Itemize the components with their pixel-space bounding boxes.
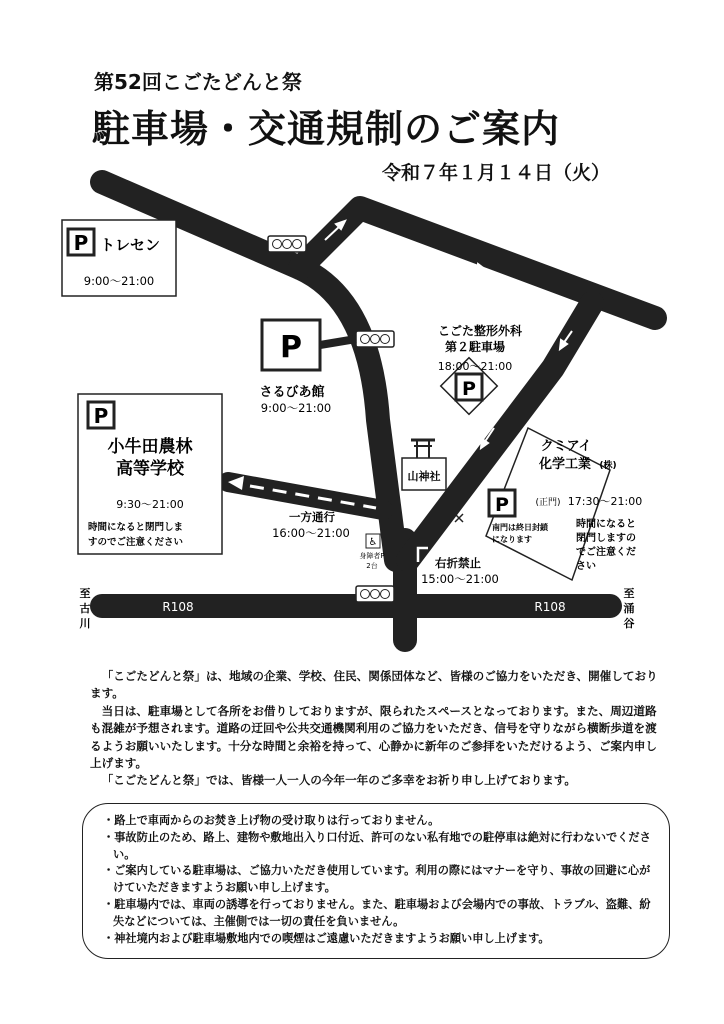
kumiai-company-1: クミアイ <box>540 439 592 454</box>
parking-sarubia-name: さるびあ館 <box>259 385 325 400</box>
kumiai-note-3: でご注意くだ <box>576 547 636 558</box>
no-right-turn-label: 右折禁止 <box>435 556 481 570</box>
page-title: 駐車場・交通規制のご案内 <box>92 107 561 151</box>
parking-sarubia-mark: P <box>280 330 302 365</box>
intro-paragraph: 「こごたどんと祭」では、皆様一人一人の今年一年のご多幸をお祈り申し上げております。 <box>101 773 577 788</box>
note-item: ・ 神社境内および駐車場敷地内での喫煙はご遠慮いただきますようお願い申し上げます。 <box>97 931 655 948</box>
note-item: ・ 事故防止のため、路上、建物や敷地出入り口付近、許可のない私有地での駐停車は絶対に行わないでください。 <box>97 830 655 864</box>
parking-school-mark: P <box>93 404 109 428</box>
parking-school-name-1: 小牛田農林 <box>107 437 193 457</box>
kumiai-company-2: 化学工業 <box>538 457 592 472</box>
parking-sarubia-hours: 9:00～21:00 <box>260 401 332 415</box>
kumiai-gate-note-1: 南門は終日封鎖 <box>492 523 548 532</box>
note-item: ・ ご案内している駐車場は、ご協力いただき使用しています。利用の際にはマナーを守り、事故の回避に心がけていただきますようお願い申し上げます。 <box>97 863 655 897</box>
no-right-turn-hours: 15:00～21:00 <box>421 572 499 586</box>
parking-hospital-name-2: 第２駐車場 <box>444 340 506 354</box>
intro-paragraph: 当日は、駐車場として各所をお借りしておりますが、限られたスペースとなっております。また、周辺道路も混雑が予想されます。道路の迂回や公共交通機関利用のご協力をいただき、信号を守りながら横断歩道を渡るようお願いいたします。十分な時間と余裕を持って、心静かに新年のご参拝をいただけるよう、ご案内申し上げます。 <box>90 703 657 771</box>
parking-torecen-hours: 9:00～21:00 <box>83 274 155 288</box>
kumiai-company-suffix: (株) <box>599 461 617 471</box>
one-way-hours: 16:00～21:00 <box>272 526 350 540</box>
one-way-label: 一方通行 <box>289 510 335 524</box>
to-furukawa-3: 川 <box>79 617 91 630</box>
parking-school-note-1: 時間になると閉門しま <box>88 522 184 533</box>
kumiai-note-4: さい <box>576 561 596 572</box>
to-wakuya-2: 涌 <box>623 602 635 615</box>
kumiai-gate-note-2: になります <box>492 535 532 544</box>
parking-sarubia-access <box>320 339 356 345</box>
to-wakuya-1: 至 <box>623 587 635 600</box>
road-label-left: R108 <box>162 600 194 614</box>
traffic-light-mid <box>356 331 394 347</box>
kumiai-note-1: 時間になると <box>576 519 636 530</box>
to-wakuya-3: 谷 <box>623 617 635 630</box>
to-furukawa-2: 古 <box>79 602 91 615</box>
kumiai-gate: (正門) <box>535 498 561 508</box>
traffic-light-bottom <box>356 586 394 602</box>
parking-hospital-name-1: こごた整形外科 <box>437 324 523 338</box>
disabled-symbol: ♿ <box>368 537 378 548</box>
parking-school-hours: 9:30～21:00 <box>116 498 184 511</box>
parking-hospital-hours: 18:00～21:00 <box>437 360 513 373</box>
event-subtitle: 第52回こごたどんと祭 <box>94 70 302 94</box>
kumiai-hours: 17:30～21:00 <box>567 495 643 508</box>
parking-torecen-name: トレセン <box>100 236 161 254</box>
intro-paragraph: 「こごたどんと祭」は、地域の企業、学校、住民、関係団体など、皆様のご協力をいただき、開催しております。 <box>90 669 658 701</box>
disabled-parking-count: 2台 <box>366 562 378 570</box>
event-date: 令和７年１月１４日（火） <box>382 162 611 184</box>
intro-text <box>90 668 668 790</box>
kumiai-note-2: 閉門しますの <box>576 533 636 544</box>
parking-kumiai-mark: P <box>495 494 509 516</box>
to-furukawa-1: 至 <box>79 587 91 600</box>
parking-school-name-2: 高等学校 <box>116 459 184 479</box>
shrine-label: 山神社 <box>407 470 441 483</box>
note-item: ・ 路上で車両からのお焚き上げ物の受け取りは行っておりません。 <box>97 813 655 830</box>
traffic-light-top <box>268 236 306 252</box>
parking-torecen-mark: P <box>73 231 89 255</box>
disabled-parking-label: 身障者P <box>359 552 385 560</box>
parking-hospital-mark: P <box>462 378 476 400</box>
notes-box <box>82 803 670 959</box>
shrine-icon <box>411 440 435 458</box>
parking-school-note-2: すのでご注意ください <box>88 537 184 548</box>
road-label-right: R108 <box>534 600 566 614</box>
note-item: ・ 駐車場内では、車両の誘導を行っておりません。また、駐車場および会場内での事故、トラブル、盗難、紛失などについては、主催側では一切の責任を負いません。 <box>97 897 655 931</box>
